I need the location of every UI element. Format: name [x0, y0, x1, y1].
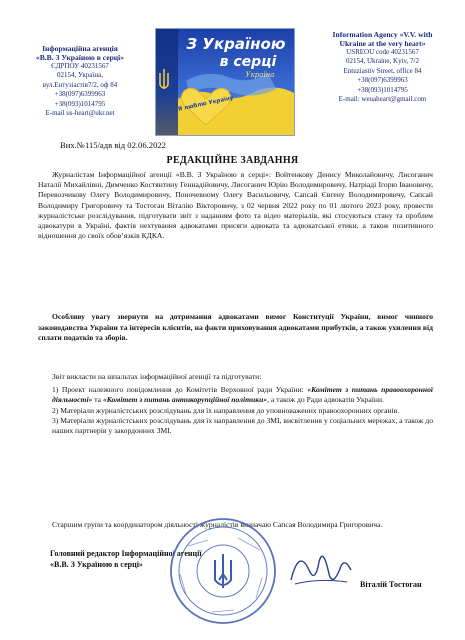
- header-right-line: Entuziastiv Street, office 84: [343, 66, 422, 75]
- paragraph-assignment: Журналістам Інформаційної агенції «В.В. З Україною в серці»: Войтенкову Денису Миколайовичу, Лисоганич Наталії Михайлівні, Димченко Костянтину Геннадійовичу, Лисоганич Юрію Володимировичу, Натрiаді Ігорю Івановичу, Перевозчикову Олегу Володимировичу, Поночевному Олегу Васильовичу, Сапсай Євгену Володимировичу, Сапсай Володимиру Григоровичу та Тостоган Віталію Вікторовичу, з 02 червня 2022 року по 01 лютого 2023 року, провести журналістське розслідування, підготувати звіт з наданням фото та відео матеріалів, які стосуються стану та проблем адвокатури в Україні, фактів нехтування адвокатами присяги адвоката та адвокатської етики, а також позитивного відношення до своїх обов’язків КДКА.: [38, 170, 433, 241]
- paragraph-report: [38, 372, 433, 436]
- document-title: РЕДАКЦІЙНЕ ЗАВДАННЯ: [166, 155, 299, 166]
- logo-subtitle: Україна: [245, 71, 275, 79]
- header-left-line: 02154, Україна,: [57, 71, 103, 80]
- header-right-line: +38(093)1014795: [357, 85, 408, 94]
- header-right-email: E-mail: weuaheart@gmail.com: [338, 95, 427, 104]
- header-left-line: +38(097)6399963: [54, 90, 106, 99]
- signatory-agency: «В.В. З Україною в серці»: [50, 560, 143, 569]
- agency-logo: [155, 28, 295, 136]
- signatory-name: Віталій Тостоган: [360, 580, 422, 589]
- header-right-org-name: Ukraine at the very heart»: [339, 39, 426, 48]
- handwritten-signature: [285, 540, 355, 596]
- header-left: [10, 44, 150, 118]
- header-left-org: Інформаційна агенція: [42, 44, 118, 53]
- logo-heart-text: Я люблю Україну: [177, 95, 235, 113]
- committee-anticorruption: «Комітет з питань антикорупційної політики»: [102, 395, 268, 405]
- header-right-org: Information Agency «V.V. with: [332, 30, 433, 39]
- logo-title-line1: З Україною: [186, 35, 286, 53]
- header-right-line: USREOU code 40231567: [346, 48, 419, 56]
- signatory-position: Головний редактор Інформаційної агенції: [50, 549, 202, 558]
- header-left-org-name: «В.В. З Україною в серці»: [35, 53, 125, 62]
- header-left-email: E-mail us-heart@ukr.net: [45, 109, 115, 118]
- report-item-3: 3) Матеріали журналістських розслідувань для їх направлення до ЗМІ, висвітлення у соціальних мережах, а також до наших партнерів у закордонних ЗМІ.: [52, 415, 433, 436]
- committee-law-enforcement: «Комітет з питань правоохоронної діяльності»: [52, 385, 434, 405]
- report-intro: Звіт викласти на шпальтах інформаційної агенції та підготувати:: [52, 372, 262, 381]
- document-reference: Вих.№115/адв від 02.06.2022: [60, 140, 166, 150]
- logo-title-line2: в серці: [219, 54, 277, 70]
- header-right-line: +38(097)6399963: [357, 76, 408, 85]
- header-left-line: вул.Ентузіастів7/2, оф 84: [42, 80, 118, 89]
- paragraph-attention: Особливу увагу звернути на дотримання адвокатами вимог Конституції України, вимог чинного законодавства України та інтересів клієнтів, на факти приховування адвокатами прибутків, а також ухилення від сплати податків та зборів.: [38, 312, 433, 343]
- header-left-line: ЄДРПОУ 40231567: [51, 62, 109, 70]
- official-seal: [168, 516, 278, 626]
- paragraph-coordinator: Старшим групи та координатором діяльності журналістів визначаю Сапсая Володимира Григоровича.: [52, 520, 383, 529]
- header-right: [305, 30, 460, 104]
- header-left-line: +38(093)1014795: [54, 99, 106, 108]
- report-item-2: 2) Матеріали журналістських розслідувань для їх направлення до уповноважених правоохоронних органів.: [52, 405, 400, 415]
- trident-icon: [215, 554, 231, 588]
- report-item-1: 1) Проект належного повідомлення до Комітетів Верховної ради України: «Комітет з питань правоохоронної діяльності» та «Комітет з питань антикорупційної політики», а також до Ради адвокатів України.: [52, 385, 434, 405]
- header-right-line: 02154, Ukraine, Kyiv, 7/2: [345, 57, 420, 66]
